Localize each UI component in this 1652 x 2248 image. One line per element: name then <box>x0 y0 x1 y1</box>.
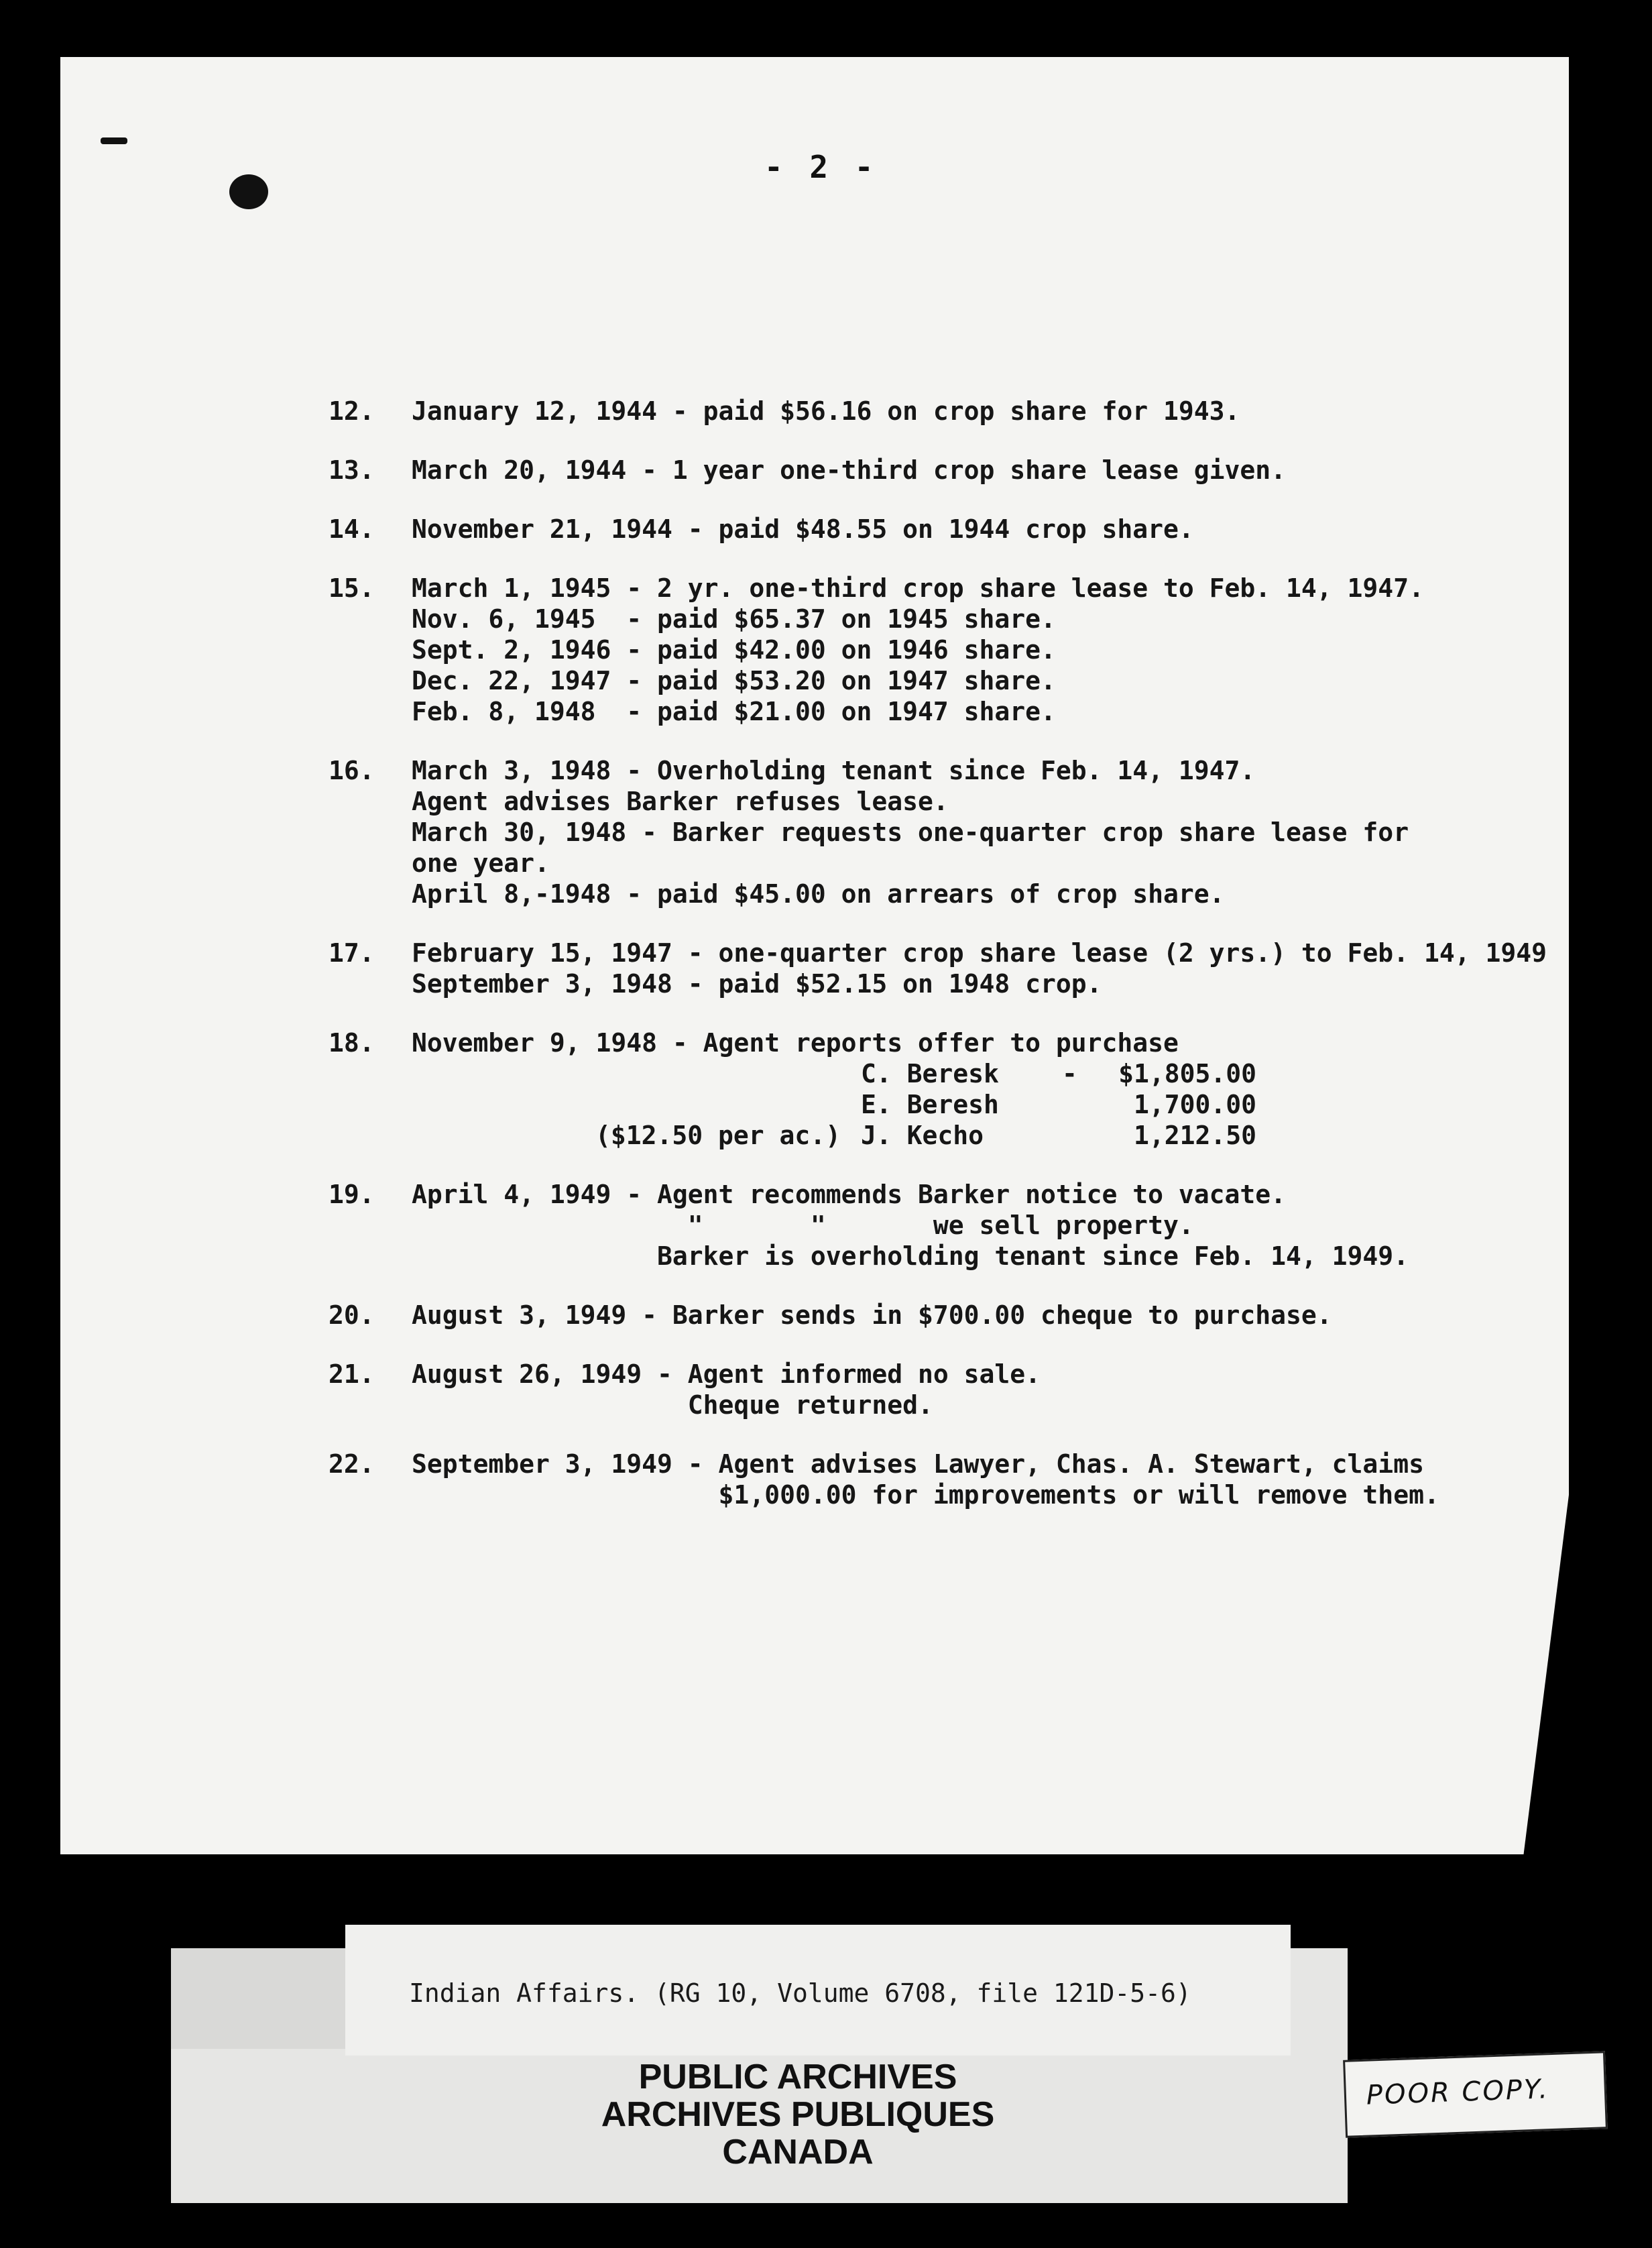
entry-number: 22. <box>329 1449 375 1479</box>
entry-line: March 3, 1948 - Overholding tenant since Feb. 14, 1947. <box>412 756 1256 785</box>
entry-body <box>412 1300 1589 1331</box>
entry-number: 19. <box>329 1180 375 1209</box>
entry-body <box>412 938 1589 999</box>
archive-name-fr: ARCHIVES PUBLIQUES <box>601 2095 995 2134</box>
ink-speck <box>101 137 127 144</box>
entry <box>329 1359 1589 1420</box>
archive-name-en: PUBLIC ARCHIVES <box>638 2058 957 2096</box>
entry-body <box>412 1027 1589 1151</box>
entry-body <box>412 396 1589 427</box>
offer-note: ($12.50 per ac.) <box>595 1121 841 1150</box>
entry-body <box>412 514 1589 545</box>
entry-number: 16. <box>329 756 375 785</box>
archive-label-tab <box>171 1948 345 2049</box>
entry-number: 17. <box>329 938 375 968</box>
entry-body <box>412 573 1589 727</box>
entry-number: 21. <box>329 1359 375 1389</box>
entry <box>329 514 1589 545</box>
entry-number: 20. <box>329 1300 375 1330</box>
entry-body <box>412 755 1589 909</box>
entry-number: 13. <box>329 455 375 485</box>
entry-line: March 20, 1944 - 1 year one-third crop share lease given. <box>412 455 1287 485</box>
poor-copy-text: POOR COPY. <box>1366 2074 1550 2111</box>
entry <box>329 938 1589 999</box>
entry-line: November 9, 1948 - Agent reports offer to purchase <box>412 1028 1179 1058</box>
entry <box>329 573 1589 727</box>
page-number: - 2 - <box>764 149 878 185</box>
entry-number: 14. <box>329 514 375 544</box>
offer-name: J. Kecho <box>861 1121 984 1150</box>
offer-amount: $1,805.00 <box>1118 1059 1256 1088</box>
entry-line: August 26, 1949 - Agent informed no sale. <box>412 1359 1041 1389</box>
entry-line: Nov. 6, 1945 - paid $65.37 on 1945 share. <box>412 604 1056 634</box>
entry-body <box>412 1359 1589 1420</box>
entry-number: 12. <box>329 396 375 426</box>
entry <box>329 1300 1589 1331</box>
entry <box>329 1027 1589 1151</box>
entry-line: April 4, 1949 - Agent recommends Barker notice to vacate. <box>412 1180 1287 1209</box>
entry-body <box>412 1179 1589 1272</box>
entry-line: Barker is overholding tenant since Feb. 14, 1949. <box>412 1241 1409 1271</box>
entry-line: September 3, 1948 - paid $52.15 on 1948 crop. <box>412 969 1102 999</box>
entry-line: $1,000.00 for improvements or will remove them. <box>412 1480 1439 1510</box>
entry <box>329 1179 1589 1272</box>
entry-number: 18. <box>329 1028 375 1058</box>
entry <box>329 396 1589 427</box>
entry-line: March 1, 1945 - 2 yr. one-third crop share lease to Feb. 14, 1947. <box>412 573 1424 603</box>
entry-body <box>412 1449 1589 1510</box>
entry-body <box>412 455 1589 486</box>
entry-line: one year. <box>412 848 550 878</box>
entry-line: Feb. 8, 1948 - paid $21.00 on 1947 share. <box>412 697 1056 726</box>
entry-line: January 12, 1944 - paid $56.16 on crop share for 1943. <box>412 396 1240 426</box>
offer-name: E. Beresh <box>861 1090 999 1119</box>
entry-line: Agent advises Barker refuses lease. <box>412 787 949 816</box>
offer-dash: - <box>1062 1059 1077 1088</box>
entry-line: August 3, 1949 - Barker sends in $700.00 cheque to purchase. <box>412 1300 1332 1330</box>
offer-name: C. Beresk <box>861 1059 999 1088</box>
offer-amount: 1,700.00 <box>1133 1090 1256 1119</box>
offer-note <box>412 1058 861 1089</box>
offer-row <box>412 1120 1589 1151</box>
archive-citation: Indian Affairs. (RG 10, Volume 6708, file 121D-5-6) <box>409 1978 1191 2008</box>
entry-line: " " we sell property. <box>412 1211 1194 1240</box>
offer-row <box>412 1058 1589 1089</box>
entry-number: 15. <box>329 573 375 603</box>
entry-list <box>329 396 1589 1538</box>
archive-country: CANADA <box>722 2133 874 2172</box>
ink-blot <box>229 174 268 209</box>
entry-line: Cheque returned. <box>412 1390 933 1420</box>
offer-dash <box>1062 1089 1109 1120</box>
entry-line: Sept. 2, 1946 - paid $42.00 on 1946 share. <box>412 635 1056 665</box>
poor-copy-stamp <box>1343 2051 1608 2138</box>
entry-line: February 15, 1947 - one-quarter crop share lease (2 yrs.) to Feb. 14, 1949 <box>412 938 1547 968</box>
offer-dash <box>1062 1120 1109 1151</box>
entry <box>329 755 1589 909</box>
entry <box>329 1449 1589 1510</box>
entry-line: March 30, 1948 - Barker requests one-quarter crop share lease for <box>412 818 1409 847</box>
entry <box>329 455 1589 486</box>
entry-line: Dec. 22, 1947 - paid $53.20 on 1947 share. <box>412 666 1056 695</box>
entry-line: April 8,-1948 - paid $45.00 on arrears of crop share. <box>412 879 1225 909</box>
entry-line: September 3, 1949 - Agent advises Lawyer, Chas. A. Stewart, claims <box>412 1449 1424 1479</box>
offer-row <box>412 1089 1589 1120</box>
offer-amount: 1,212.50 <box>1133 1121 1256 1150</box>
entry-line: November 21, 1944 - paid $48.55 on 1944 crop share. <box>412 514 1194 544</box>
offer-table <box>412 1058 1589 1151</box>
offer-note <box>412 1089 861 1120</box>
